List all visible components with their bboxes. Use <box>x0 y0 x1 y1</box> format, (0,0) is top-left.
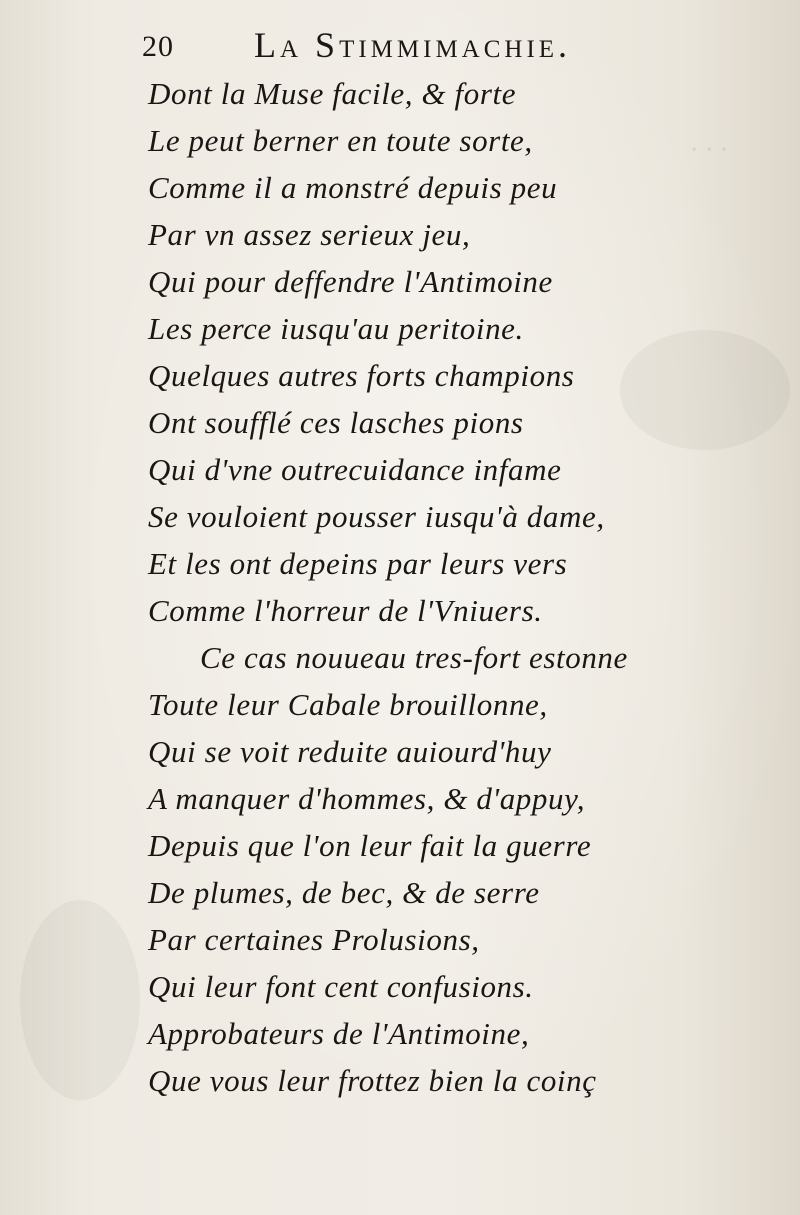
paper-stain <box>20 900 140 1100</box>
verse-line: A manquer d'hommes, & d'appuy, <box>148 781 586 816</box>
verse-line: Ce cas nouueau tres-fort estonne <box>200 640 628 675</box>
verse-line: Toute leur Cabale brouillonne, <box>148 687 548 722</box>
verse-line: Dont la Muse facile, & forte <box>148 76 517 111</box>
verse-line: Qui d'vne outrecuidance infame <box>148 452 562 487</box>
verse-line: Le peut berner en toute sorte, <box>148 123 533 158</box>
verse-line: Comme l'horreur de l'Vniuers. <box>148 593 543 628</box>
verse-line: Qui pour deffendre l'Antimoine <box>148 264 553 299</box>
verse-line: Se vouloient pousser iusqu'à dame, <box>148 499 605 534</box>
page-number: 20 <box>142 30 174 63</box>
verse-line: Comme il a monstré depuis peu <box>148 170 558 205</box>
verse-line: Les perce iusqu'au peritoine. <box>148 311 524 346</box>
verse-text <box>148 70 628 1104</box>
page-header <box>142 22 702 70</box>
verse-line: Quelques autres forts champions <box>148 358 575 393</box>
verse-line: Depuis que l'on leur fait la guerre <box>148 828 592 863</box>
verse-line: Que vous leur frottez bien la coinç <box>148 1063 597 1098</box>
paper-stain <box>620 330 790 450</box>
bleed-through-text: · · · <box>690 133 728 166</box>
verse-line: Qui se voit reduite auiourd'huy <box>148 734 552 769</box>
verse-line: Par vn assez serieux jeu, <box>148 217 471 252</box>
verse-line: Par certaines Prolusions, <box>148 922 480 957</box>
verse-line: Et les ont depeins par leurs vers <box>148 546 568 581</box>
verse-line: De plumes, de bec, & de serre <box>148 875 540 910</box>
verse-line: Ont soufflé ces lasches pions <box>148 405 524 440</box>
verse-line: Qui leur font cent confusions. <box>148 969 534 1004</box>
verse-line: Approbateurs de l'Antimoine, <box>148 1016 530 1051</box>
running-title: La Stimmimachie. <box>254 25 572 65</box>
